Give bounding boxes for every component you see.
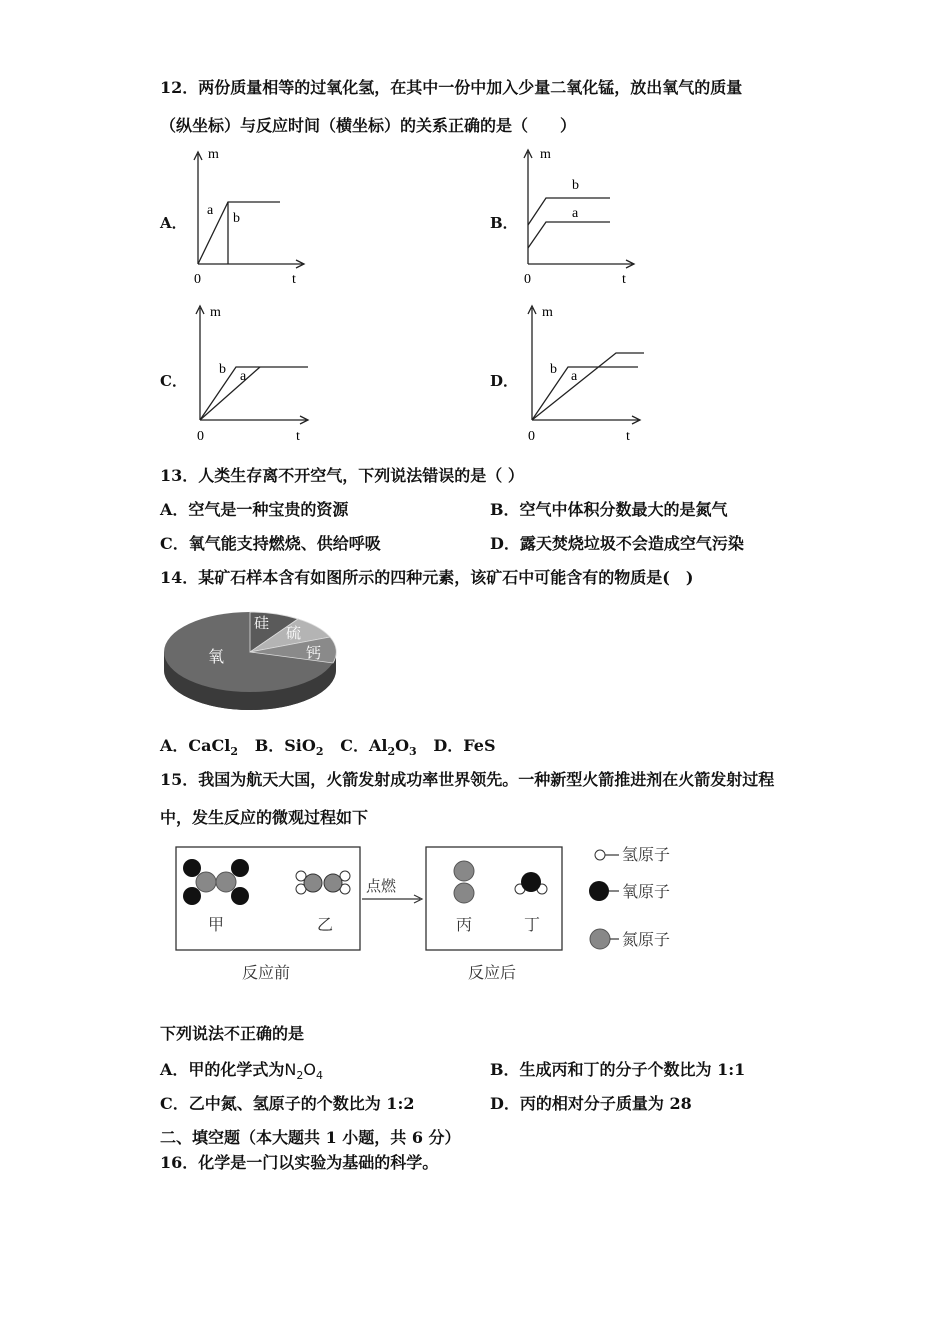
- graph-d-y-label: m: [542, 305, 553, 320]
- graph-b-origin: 0: [524, 272, 531, 287]
- after-box: [426, 847, 562, 950]
- q13-option-a[interactable]: A．空气是一种宝贵的资源: [160, 500, 349, 519]
- legend-oxygen: 氧原子: [622, 882, 671, 901]
- q16-stem: 16．化学是一门以实验为基础的科学。: [160, 1153, 439, 1172]
- graph-b-curve-a-label: a: [572, 206, 579, 221]
- section-2-title: 二、填空题（本大题共 1 小题，共 6 分）: [160, 1128, 461, 1147]
- graph-a-y-label: m: [208, 147, 219, 162]
- graph-c-y-label: m: [210, 305, 221, 320]
- pie-label-sulfur: 硫: [286, 624, 302, 642]
- graph-a: [180, 140, 320, 290]
- graph-d: [510, 300, 660, 448]
- graph-c-origin: 0: [197, 429, 204, 444]
- legend-nitrogen: 氮原子: [622, 930, 671, 949]
- graph-c-x-label: t: [296, 429, 300, 444]
- label-yi: 乙: [317, 915, 334, 934]
- graph-b-curve-a: [528, 222, 610, 248]
- q14-option-d[interactable]: D．FeS: [433, 736, 496, 755]
- graph-b-curve-b-label: b: [572, 178, 579, 193]
- before-box: [176, 847, 360, 950]
- q13-option-d[interactable]: D．露天焚烧垃圾不会造成空气污染: [490, 534, 744, 553]
- graph-c-curve-a-label: a: [240, 369, 247, 384]
- q15-question: 下列说法不正确的是: [160, 1024, 305, 1043]
- graph-c-curve-b-label: b: [219, 362, 226, 377]
- q12-stem-line2: （纵坐标）与反应时间（横坐标）的关系正确的是（ ）: [160, 116, 577, 135]
- pie-label-silicon: 硅: [254, 614, 270, 632]
- q14-options: [160, 736, 496, 762]
- q13-stem: 13．人类生存离不开空气，下列说法错误的是（ ）: [160, 466, 524, 485]
- legend: [589, 845, 670, 949]
- element-pie-chart: [158, 600, 348, 715]
- graph-b-x-label: t: [622, 272, 626, 287]
- q15-stem-line2: 中，发生反应的微观过程如下: [160, 808, 369, 827]
- pie-label-oxygen: 氧: [208, 647, 225, 666]
- q14-option-c[interactable]: C．$Al_2O_3$: [340, 736, 417, 759]
- graph-b: [510, 140, 650, 290]
- label-jia: 甲: [208, 915, 225, 934]
- molecule-yi: [296, 871, 350, 894]
- q15-option-b[interactable]: B．生成丙和丁的分子个数比为 1:1: [490, 1060, 746, 1079]
- legend-hydrogen: 氢原子: [622, 845, 671, 864]
- graph-a-curve-b-label: b: [233, 211, 240, 226]
- graph-d-curve-a-label: a: [571, 369, 578, 384]
- graph-a-curve-a-label: a: [207, 203, 214, 218]
- q14-option-b[interactable]: B．SiO$_2$: [254, 736, 324, 759]
- graph-d-curve-b-label: b: [550, 362, 557, 377]
- q12-stem-line1: 12．两份质量相等的过氧化氢，在其中一份中加入少量二氧化锰，放出氧气的质量: [160, 78, 743, 97]
- q15-option-c[interactable]: C．乙中氮、氢原子的个数比为 1:2: [160, 1094, 415, 1113]
- graph-d-x-label: t: [626, 429, 630, 444]
- graph-c-curve-b: [200, 367, 308, 420]
- caption-after: 反应后: [468, 963, 517, 982]
- graph-d-curve-b: [532, 367, 638, 420]
- molecule-jia: [183, 859, 249, 905]
- q12-option-d-label[interactable]: D．: [490, 372, 519, 390]
- graph-d-curve-a: [532, 353, 644, 420]
- graph-c: [180, 300, 320, 448]
- q15-option-d[interactable]: D．丙的相对分子质量为 28: [490, 1094, 692, 1113]
- molecule-bing: [454, 861, 474, 903]
- q14-option-a[interactable]: A．CaCl$_2$: [160, 736, 238, 759]
- q13-option-b[interactable]: B．空气中体积分数最大的是氮气: [490, 500, 728, 519]
- graph-b-curve-b: [528, 198, 610, 225]
- caption-before: 反应前: [242, 963, 291, 982]
- q15-stem-line1: 15．我国为航天大国，火箭发射成功率世界领先。一种新型火箭推进剂在火箭发射过程: [160, 770, 775, 789]
- reaction-diagram: [170, 838, 710, 988]
- graph-a-x-label: t: [292, 272, 296, 287]
- graph-a-origin: 0: [194, 272, 201, 287]
- q12-option-c-label[interactable]: C．: [160, 372, 187, 390]
- q13-option-c[interactable]: C．氧气能支持燃烧、供给呼吸: [160, 534, 381, 553]
- label-bing: 丙: [456, 915, 473, 934]
- q12-option-a-label[interactable]: A．: [160, 214, 187, 232]
- q14-stem: 14．某矿石样本含有如图所示的四种元素，该矿石中可能含有的物质是( ): [160, 568, 694, 587]
- arrow-label-ignite: 点燃: [366, 877, 397, 895]
- pie-label-calcium: 钙: [306, 644, 322, 662]
- graph-b-y-label: m: [540, 147, 551, 162]
- q15-option-a[interactable]: A．甲的化学式为$N_2O_4$: [160, 1060, 323, 1083]
- label-ding: 丁: [524, 915, 541, 934]
- graph-d-origin: 0: [528, 429, 535, 444]
- molecule-ding: [515, 872, 547, 894]
- q12-option-b-label[interactable]: B．: [490, 214, 518, 232]
